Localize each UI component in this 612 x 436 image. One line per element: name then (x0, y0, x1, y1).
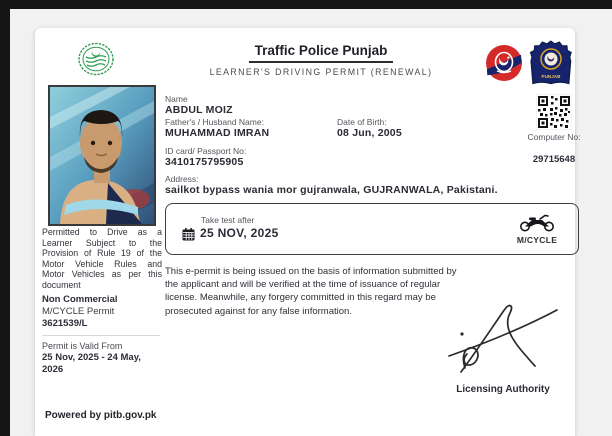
disclaimer-text: This e-permit is being issued on the basis of information submitted by the applicant and will be verified at the time of issuance of regular license. Meanwhile, any forgery committed in this regard may be prosecuted against for any false information. (165, 266, 457, 317)
id-card-label: ID card/ Passport No: (165, 146, 247, 156)
licensing-authority-label: Licensing Authority (456, 384, 550, 395)
traffic-police-badge-icon (529, 40, 573, 86)
name-value: ABDUL MOIZ (165, 104, 233, 116)
test-info-box (165, 203, 579, 255)
header (165, 42, 477, 77)
name-label: Name (165, 94, 188, 104)
permission-text: Permitted to Drive as a Learner Subject to the Provision of Rule 19 of the Motor Vehicle Rules and Motor Vehicles as per this document (42, 227, 162, 290)
punjab-government-logo-icon (77, 42, 115, 76)
page-title: Traffic Police Punjab (249, 43, 394, 63)
permit-type: M/CYCLE Permit (42, 306, 115, 317)
father-name-label: Father's / Husband Name: (165, 117, 264, 127)
signature-mark-icon (435, 296, 565, 382)
validity-value: 25 Nov, 2025 - 24 May, 2026 (42, 352, 141, 375)
sidebar-divider (42, 335, 160, 336)
vehicle-type-label: M/CYCLE (516, 235, 558, 245)
calendar-icon (182, 228, 195, 241)
letterbox-top (0, 0, 612, 9)
svg-text:PUNJAB: PUNJAB (541, 74, 561, 80)
page-subtitle: LEARNER'S DRIVING PERMIT (RENEWAL) (209, 67, 433, 77)
computer-no-label: Computer No: (527, 132, 581, 142)
permit-number: 3621539/L (42, 318, 88, 329)
validity-label: Permit is Valid From (42, 341, 123, 351)
punjab-police-logo-icon (485, 44, 523, 82)
applicant-photo (48, 85, 156, 226)
permit-card (35, 28, 581, 436)
motorcycle-icon (518, 212, 556, 232)
take-test-date: 25 NOV, 2025 (200, 226, 279, 240)
permit-category: Non Commercial (42, 294, 118, 305)
computer-no-value: 29715648 (532, 154, 576, 165)
address-label: Address: (165, 174, 199, 184)
dob-label: Date of Birth: (337, 117, 387, 127)
powered-by-label: Powered by pitb.gov.pk (45, 410, 157, 421)
take-test-label: Take test after (201, 215, 255, 225)
id-card-value: 3410175795905 (165, 156, 244, 168)
letterbox-left (0, 0, 10, 436)
father-name-value: MUHAMMAD IMRAN (165, 127, 270, 139)
dob-value: 08 Jun, 2005 (337, 127, 402, 139)
qr-code (536, 94, 572, 130)
address-value: sailkot bypass wania mor gujranwala, GUJRANWALA, Pakistani. (165, 184, 498, 196)
